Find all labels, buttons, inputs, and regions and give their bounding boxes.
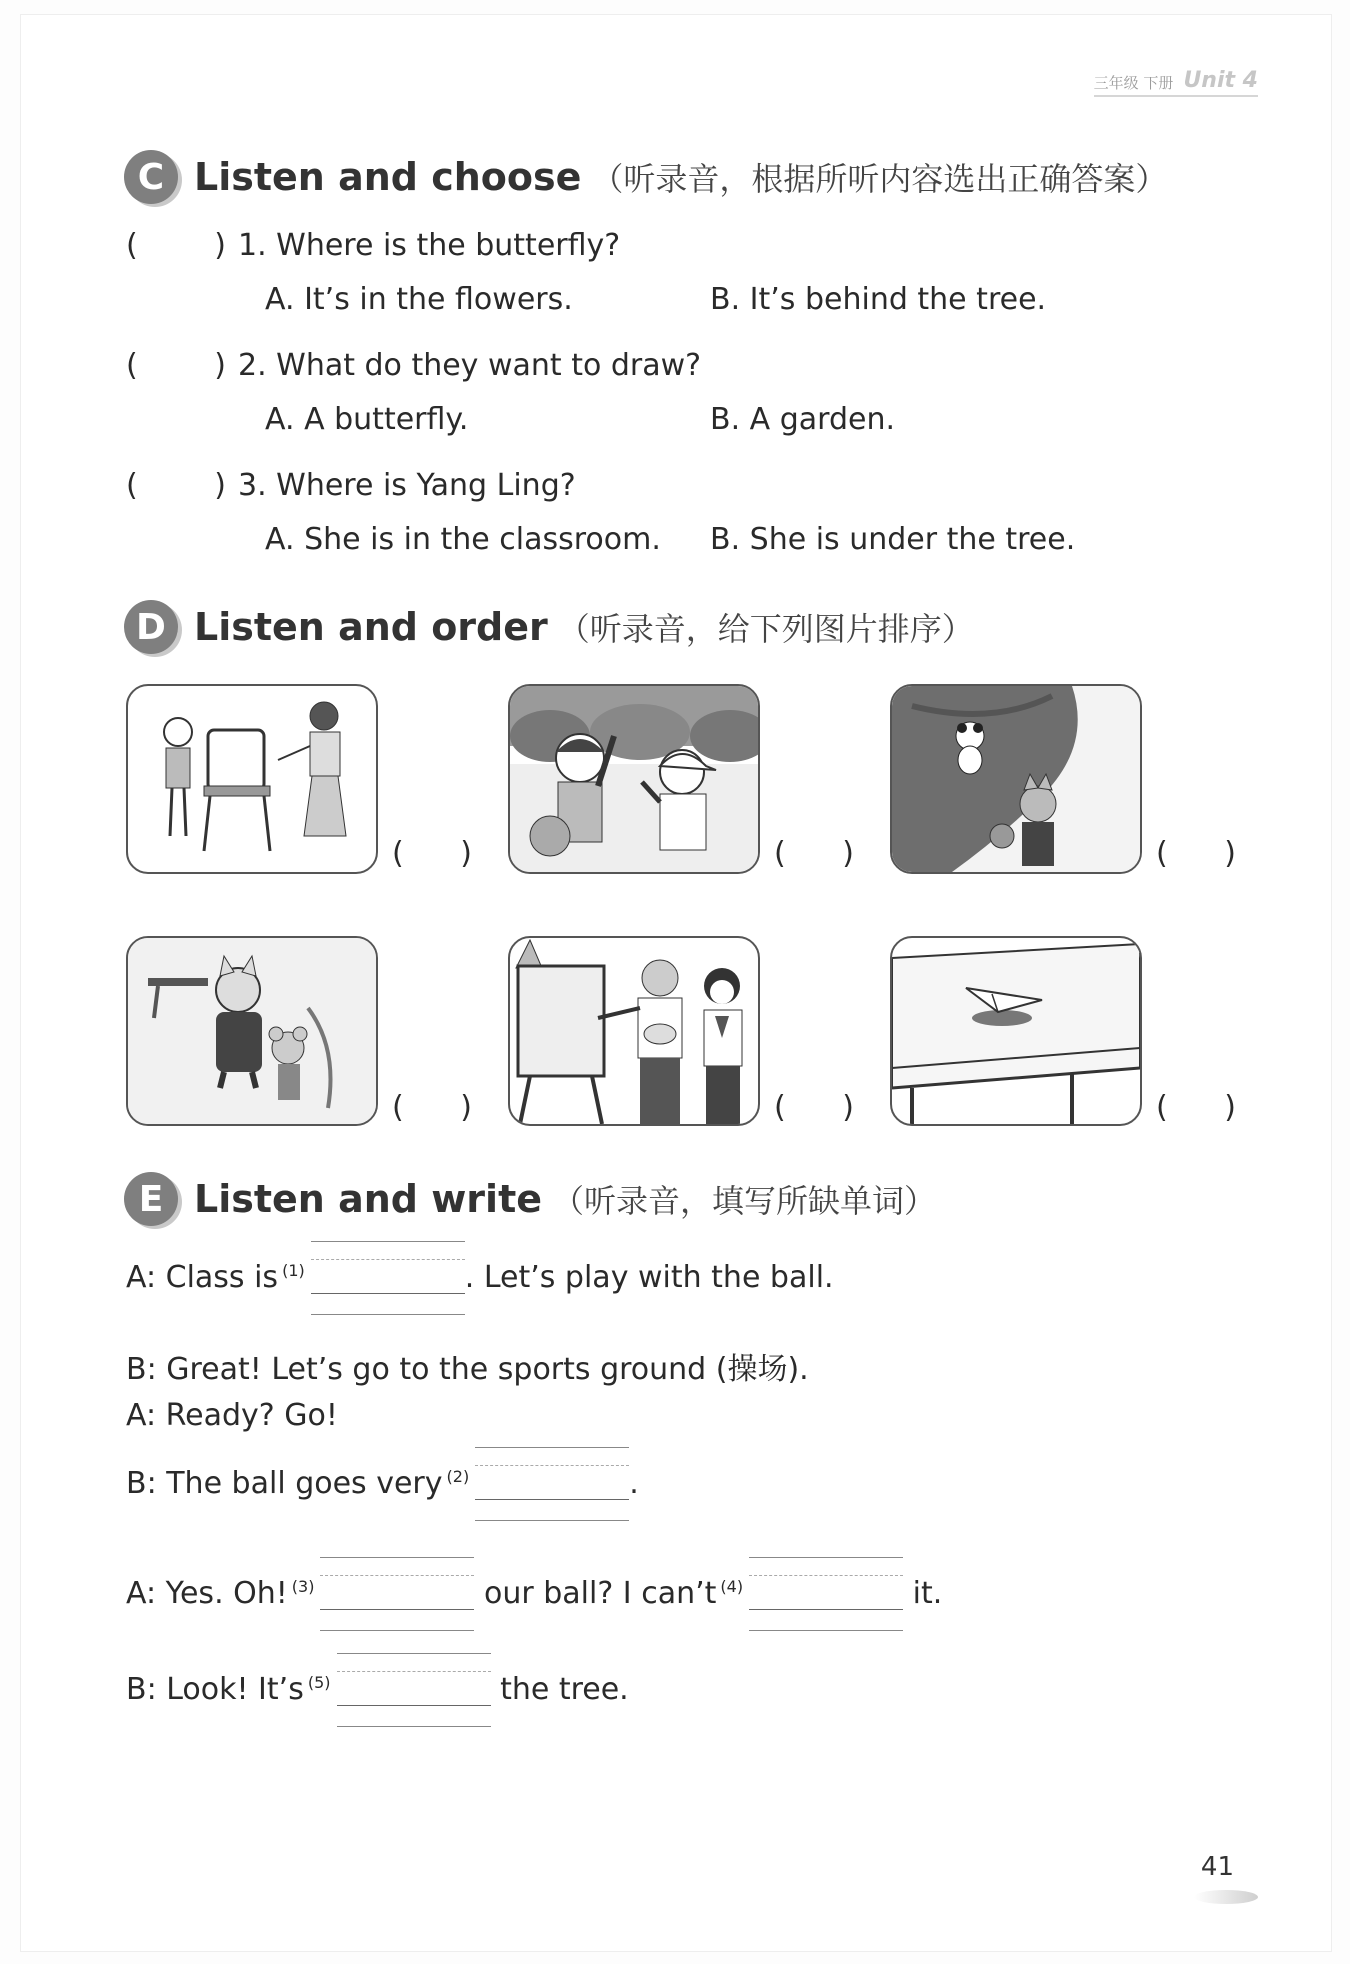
q1-option-a: A. It’s in the flowers. <box>265 282 573 317</box>
question-2 <box>126 348 701 383</box>
picture-3 <box>890 684 1142 874</box>
q3-option-a: A. She is in the classroom. <box>265 522 661 557</box>
grade-label: 三年级 下册 <box>1093 74 1174 92</box>
section-d-instruction: （听录音，给下列图片排序） <box>557 610 974 648</box>
dialogue-line-1: A: Class is $^{(1)}$ . Let’s play with the ball. <box>126 1260 834 1295</box>
picture-1 <box>126 684 378 874</box>
section-c-instruction: （听录音，根据所听内容选出正确答案） <box>591 160 1168 198</box>
picture-2 <box>508 684 760 874</box>
blank-2[interactable] <box>475 1469 629 1500</box>
order-bracket-4[interactable]: ( ) <box>392 1090 472 1125</box>
order-bracket-3[interactable]: ( ) <box>1156 836 1236 871</box>
cat-and-mouse-icon <box>128 938 376 1124</box>
section-e-badge: E <box>124 1172 178 1226</box>
dialogue-line-2: B: Great! Let’s go to the sports ground (操场). <box>126 1352 809 1387</box>
boy-woman-chair-icon <box>128 686 376 872</box>
section-c-badge: C <box>124 150 178 204</box>
q2-option-b: B. A garden. <box>710 402 895 437</box>
answer-bracket-q2[interactable]: ( ) <box>126 348 226 383</box>
answer-bracket-q1[interactable]: ( ) <box>126 228 226 263</box>
question-3-text: 3. Where is Yang Ling? <box>238 468 576 503</box>
panda-in-tree-icon <box>892 686 1140 872</box>
order-bracket-1[interactable]: ( ) <box>392 836 472 871</box>
section-d-badge: D <box>124 600 178 654</box>
blank-4[interactable] <box>749 1579 903 1610</box>
children-painting-icon <box>510 938 758 1124</box>
unit-header <box>1094 68 1258 97</box>
paper-plane-on-table-icon <box>892 938 1140 1124</box>
question-1-text: 1. Where is the butterfly? <box>238 228 621 263</box>
section-c-title: Listen and choose <box>194 155 582 199</box>
two-boys-waving-icon <box>510 686 758 872</box>
section-e-heading <box>124 1172 936 1226</box>
unit-label: Unit 4 <box>1183 68 1258 93</box>
question-1 <box>126 228 620 263</box>
order-bracket-2[interactable]: ( ) <box>774 836 854 871</box>
dialogue-line-5: A: Yes. Oh! $^{(3)}$ our ball? I can’t $^{(4)}$ it. <box>126 1576 942 1611</box>
section-c-heading <box>124 150 1167 204</box>
q2-option-a: A. A butterfly. <box>265 402 469 437</box>
section-d-title: Listen and order <box>194 605 548 649</box>
page-number: 41 <box>1200 1852 1234 1882</box>
q3-option-b: B. She is under the tree. <box>710 522 1076 557</box>
blank-3[interactable] <box>320 1579 474 1610</box>
question-2-text: 2. What do they want to draw? <box>238 348 702 383</box>
order-bracket-6[interactable]: ( ) <box>1156 1090 1236 1125</box>
dialogue-line-4: B: The ball goes very $^{(2)}$ . <box>126 1466 639 1501</box>
dialogue-line-3: A: Ready? Go! <box>126 1398 338 1433</box>
order-bracket-5[interactable]: ( ) <box>774 1090 854 1125</box>
question-3 <box>126 468 576 503</box>
answer-bracket-q3[interactable]: ( ) <box>126 468 226 503</box>
picture-4 <box>126 936 378 1126</box>
picture-6 <box>890 936 1142 1126</box>
section-e-instruction: （听录音，填写所缺单词） <box>552 1182 937 1220</box>
blank-5[interactable] <box>337 1675 491 1706</box>
page-decoration <box>1194 1890 1258 1904</box>
dialogue-line-6: B: Look! It’s $^{(5)}$ the tree. <box>126 1672 629 1707</box>
picture-5 <box>508 936 760 1126</box>
blank-1[interactable] <box>311 1263 465 1294</box>
q1-option-b: B. It’s behind the tree. <box>710 282 1047 317</box>
section-e-title: Listen and write <box>194 1177 543 1221</box>
section-d-heading <box>124 600 974 654</box>
